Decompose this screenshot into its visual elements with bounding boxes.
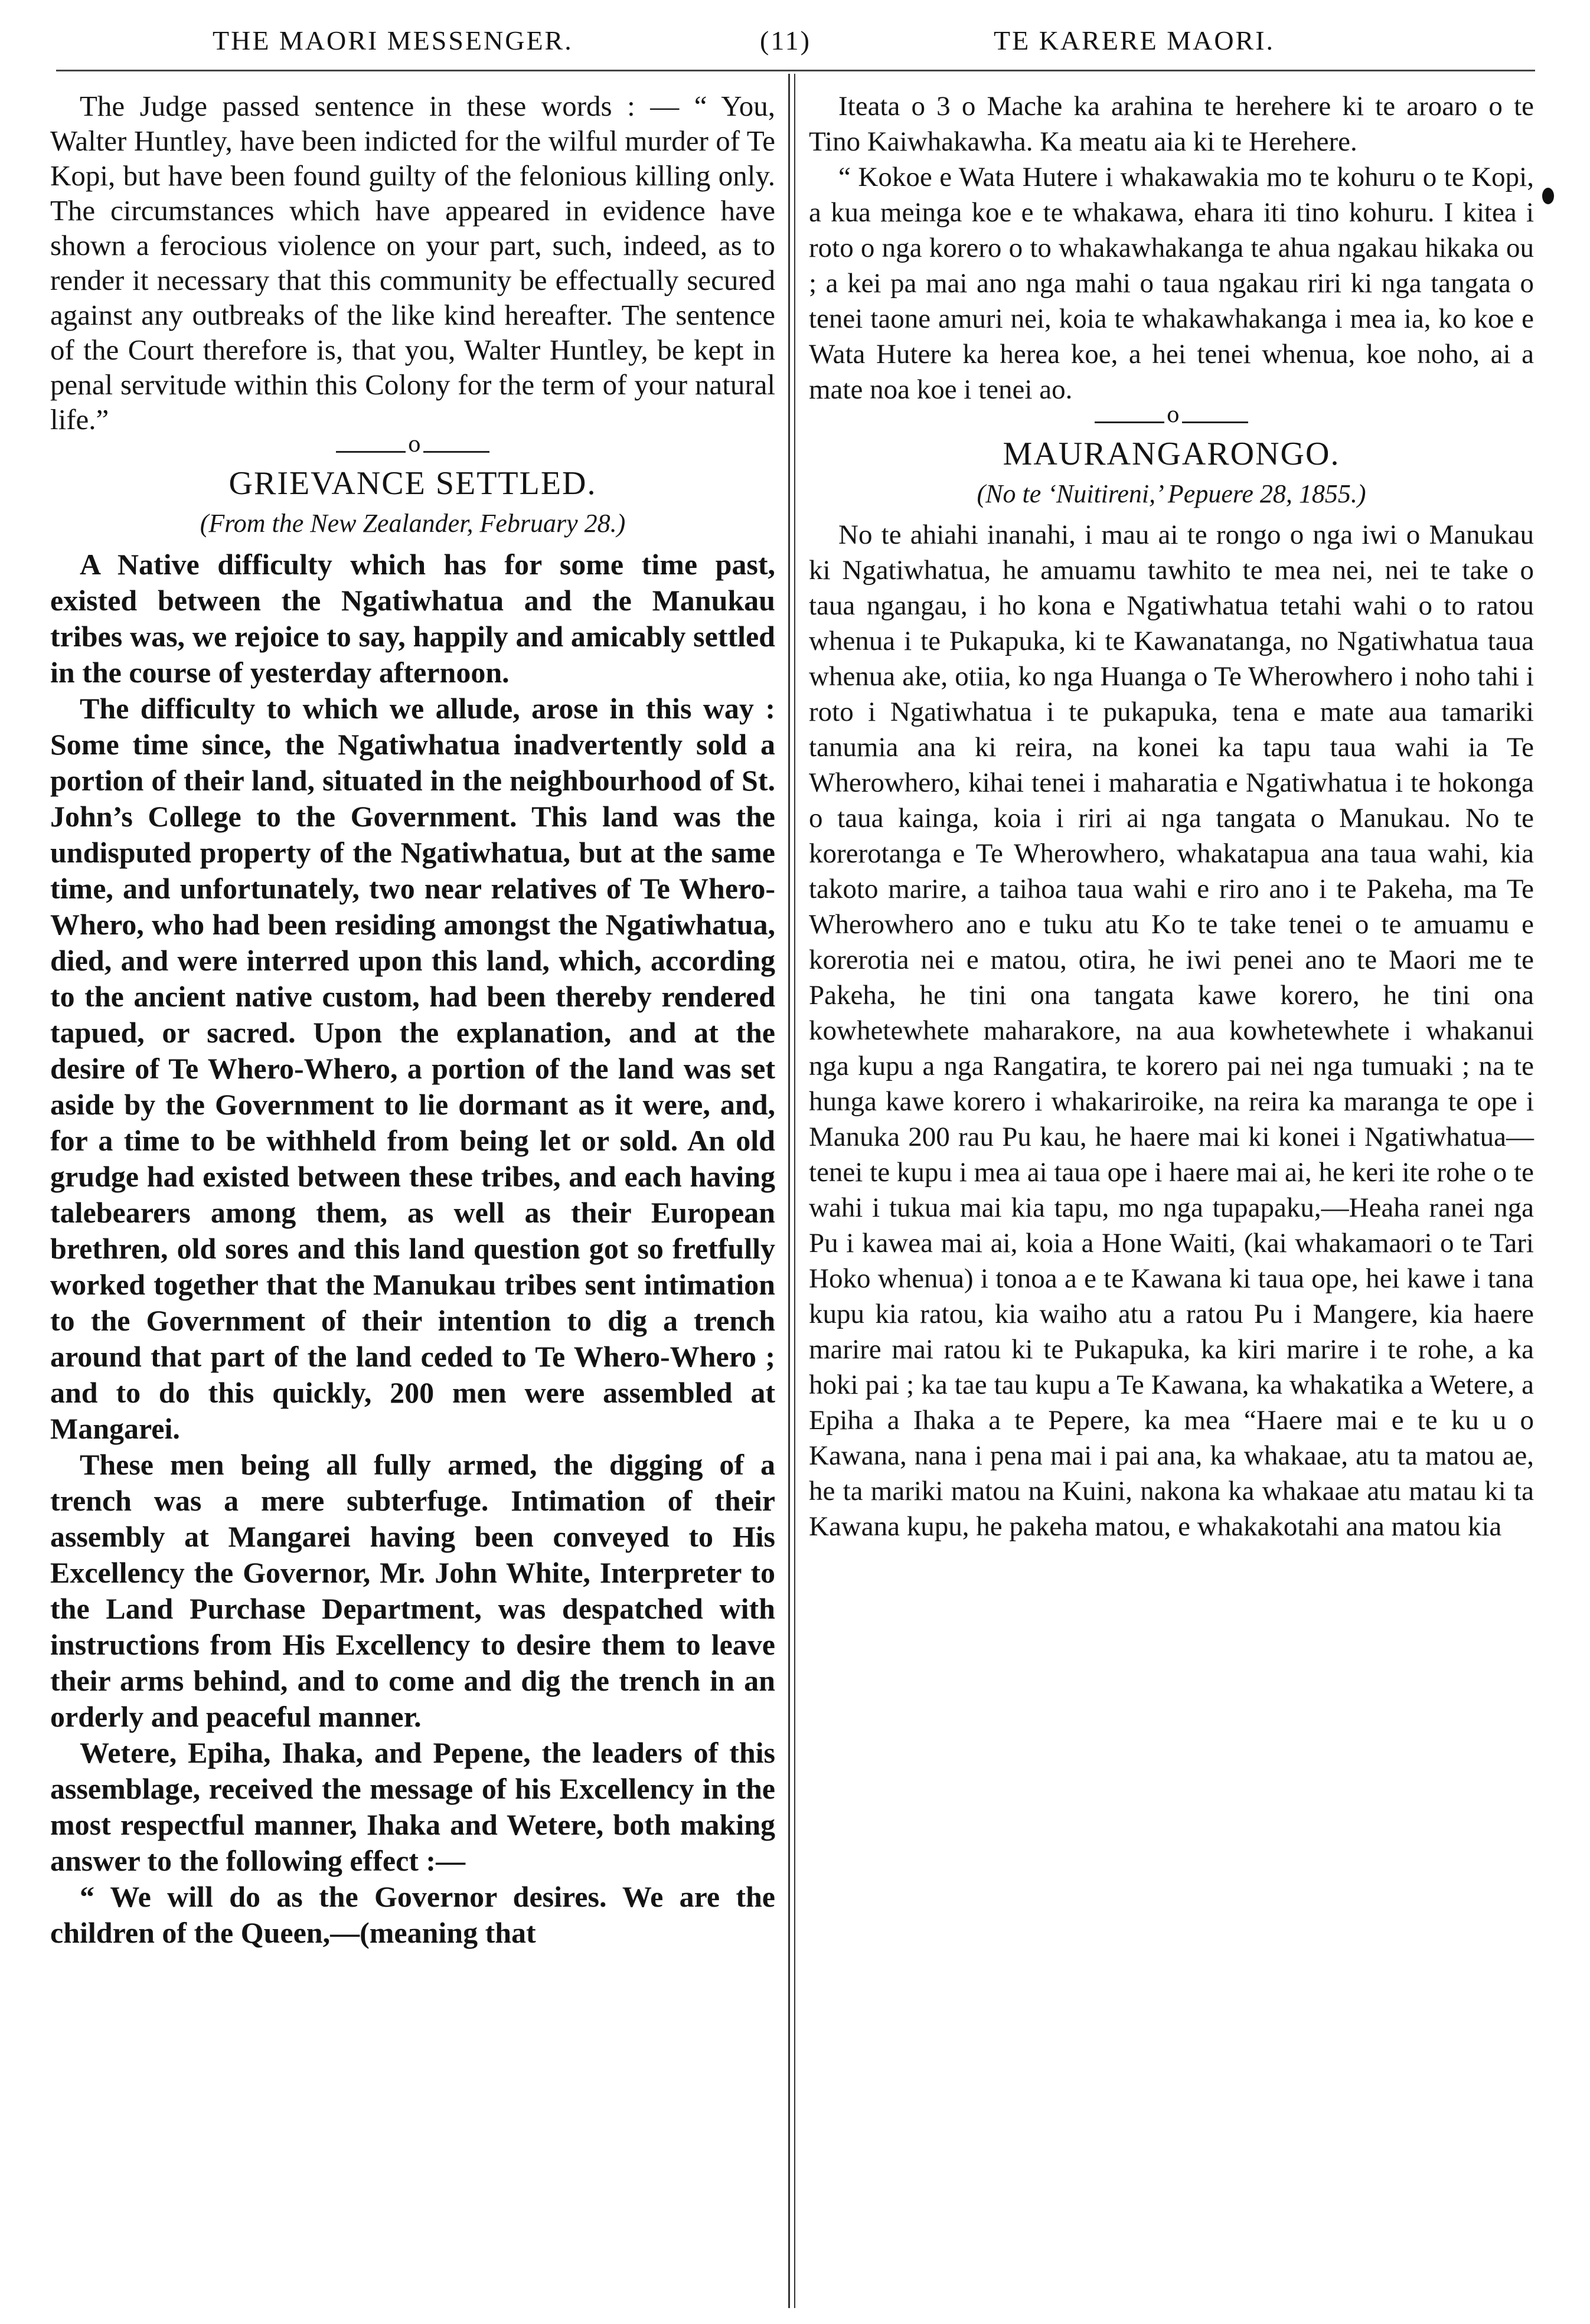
article-paragraph: No te ahiahi inanahi, i mau ai te rongo o nga iwi o Manukau ki Ngatiwhatua, he amuamu tawhito te mea nei, nei te take o taua ngangau, i ho kona e Ngatiwhatua tetahi wahi o to ratou whenua i te Pukapuka, ki te Kawanatanga, no Ngatiwhatua taua whenua ake, otiia, ko nga Huanga o Te Wherowhero i noho tahi i roto i Ngatiwhatua i te pukapuka, tena e mate aua tamariki tanumia ana ki reira, na konei ka tapu taua wahi ia Te Wherowhero, kihai tenei i maharatia e Ngatiwhatua i te hokonga o taua kainga, koia i riri ai nga tangata o Manukau. No te korerotanga e Te Wherowhero, whakatapua ana taua wahi, kia takoto marire, a taihoa taua wahi e riro ano i te Pakeha, ma Te Wherowhero ano e tuku atu Ko te take tenei o te amuamu e korerotia nei e matou, otira, he iwi penei ano te Maori me te Pakeha, he tini ona tangata kawe korero, he tini ona kowhetewhete maharakore, na aua kowhetewhete i whakanui nga kupu a nga Rangatira, te korero pai nei nga tumuaki ; na te hunga kawe korero i whakariroike, na reira ka maranga te ope i Manuka 200 rau Pu kau, he haere mai ki konei i Ngatiwhatua—tenei te kupu i mea ai taua ope i haere mai ai, he keri ite rohe o te wahi i tukua mai kia tapu, mo nga tupapaku,—Heaha ranei nga Pu i kawea mai ai, koia a Hone Waiti, (kai whakamaori o te Tari Hoko whenua) i tonoa a e te Kawana ki taua ope, hei kawe i tana kupu kia ratou, kia waiho atu a ratou Pu i Mangere, kia haere marire mai ratou ki te Pukapuka, ka kiri marire i te rohe, a ka hoki pai ; ka tae tau kupu a Te Kawana, ka whakatika a Wetere, a Epiha a Ihaka a te Pepere, ka mea “Haere mai e te ku u o Kawana, nana i pena mai i pai ana, ka whakaae, atu ta matou ae, he ta mariki matou na Kuini, nakona ka whakaae atu matau ki ta Kawana kupu, he pakeha matou, e whakakotahi ana matou kia xyxy=(809,519,1534,1542)
article-paragraph: The difficulty to which we allude, arose in this way : Some time since, the Ngatiwhatua inadvertently sold a portion of their land, situated in the neighbourhood of St. John’s College to the Government. This land was the undisputed property of the Ngatiwhatua, but at the same time, and unfortunately, two near relatives of Te Whero-Whero, who had been residing amongst the Ngatiwhatua, died, and were interred upon this land, which, according to the ancient native custom, had been thereby rendered tapued, or sacred. Upon the explanation, and at the desire of Te Whero-Whero, a portion of the land was set aside by the Government to lie dormant as it were, and, for a time to be withheld from being let or sold. An old grudge had existed between these tribes, and each having talebearers among them, as well as their European brethren, old sores and this land question got so fretfully worked together that the Manukau tribes sent intimation to the Government of their intention to dig a trench around that part of the land ceded to Te Whero-Whero ; and to do this quickly, 200 men were assembled at Mangarei. xyxy=(50,692,775,1445)
article-paragraph: Wetere, Epiha, Ihaka, and Pepene, the leaders of this assemblage, received the message of his Excellency in the most respectful manner, Ihaka and Wetere, both making answer to the following effect :— xyxy=(50,1736,775,1877)
maori-column xyxy=(809,89,1534,1544)
article-paragraph: A Native difficulty which has for some time past, existed between the Ngatiwhatua and the Manukau tribes was, we rejoice to say, happily and amicably settled in the course of yesterday afternoon. xyxy=(50,548,775,689)
header-rule xyxy=(56,70,1535,71)
column-divider-inner xyxy=(794,74,795,2308)
header-english-title: THE MAORI MESSENGER. xyxy=(213,25,573,55)
article-heading: MAURANGARONGO. xyxy=(1003,436,1340,472)
sentence-paragraph: The Judge passed sentence in these words : — “ You, Walter Huntley, have been indicted for the wilful murder of Te Kopi, but have been found guilty of the felonious killing only. The circumstances which have appeared in evidence have shown a ferocious violence on your part, such, indeed, as to render it necessary that this community be effectually secured against any outbreaks of the like kind hereafter. The sentence of the Court therefore is, that you, Walter Huntley, be kept in penal servitude within this Colony for the term of your natural life.” xyxy=(50,90,775,436)
article-source: (No te ‘Nuitireni,’ Pepuere 28, 1855.) xyxy=(977,479,1366,508)
margin-mark xyxy=(1542,188,1554,204)
sentence-paragraph: “ Kokoe e Wata Hutere i whakawakia mo te kohuru o te Kopi, a kua meinga koe e te whakawa, ehara iti tino kohuru. I kitea i roto o nga korero o to whakawhakanga te ahua ngakau hikaka ou ; a kei pa mai ano nga mahi o taua ngakau riri ki nga tangata o tenei taone amuri nei, koia te whakawhakanga i mea ia, ko koe e Wata Hutere ka herea koe, a hei tenei whenua, koe noho, ai a mate noa koe i tenei ao. xyxy=(809,162,1534,405)
article-heading: GRIEVANCE SETTLED. xyxy=(228,465,597,502)
article-paragraph: These men being all fully armed, the digging of a trench was a mere subterfuge. Intimation of their assembly at Mangarei having been conveyed to His Excellency the Governor, Mr. John White, Interpreter to the Land Purchase Department, was despatched with instructions from His Excellency to desire them to leave their arms behind, and to come and dig the trench in an orderly and peaceful manner. xyxy=(50,1448,775,1733)
section-separator xyxy=(336,451,489,453)
section-separator xyxy=(1095,421,1248,423)
opening-paragraph: Iteata o 3 o Mache ka arahina te herehere ki te aroaro o te Tino Kaiwhakawha. Ka meatu aia ki te Herehere. xyxy=(809,91,1534,157)
english-column xyxy=(50,89,775,1951)
page-header xyxy=(0,0,1590,71)
article-paragraph: “ We will do as the Governor desires. We are the children of the Queen,—(meaning that xyxy=(50,1880,775,1949)
column-divider xyxy=(788,74,790,2308)
header-maori-title: TE KARERE MAORI. xyxy=(994,25,1275,55)
page-number: (11) xyxy=(760,25,811,55)
article-source: (From the New Zealander, February 28.) xyxy=(200,509,626,538)
